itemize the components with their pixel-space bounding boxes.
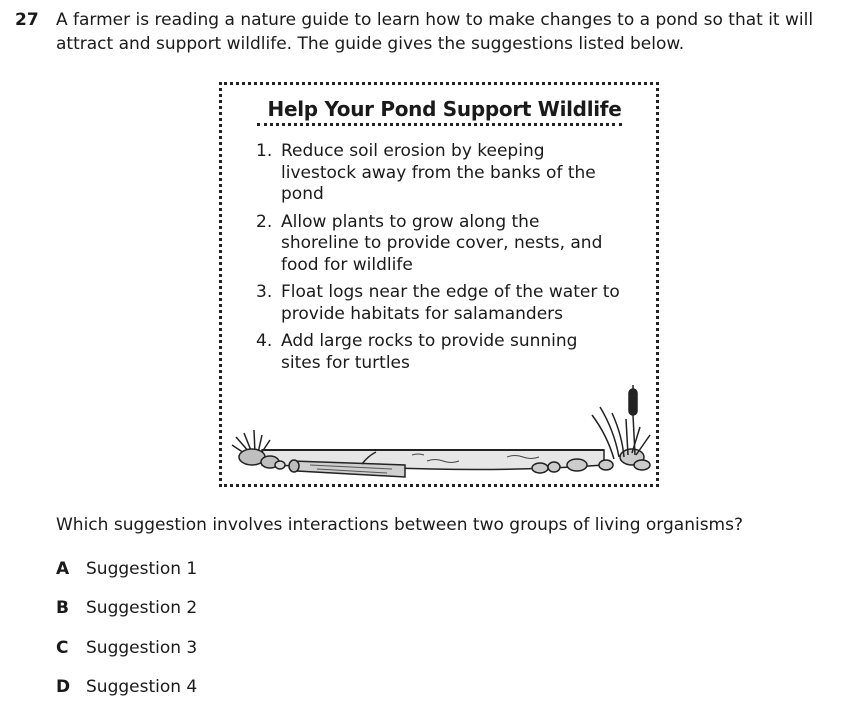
answer-option-a[interactable] [56,557,197,581]
suggestion-list [256,141,621,380]
suggestion-text: Add large rocks to provide sunning sites for turtles [281,331,578,373]
suggestion-number: 2. [256,211,273,232]
title-divider [257,123,622,126]
suggestion-number: 4. [256,331,273,351]
nature-guide-box [219,82,659,487]
option-letter: D [56,677,71,697]
suggestion-number: 1. [256,141,273,161]
suggestion-text: Float logs near the edge of the water to provide habitats for salamanders [281,282,620,324]
guide-title: Help Your Pond Support Wildlife [267,97,622,121]
answer-option-b[interactable] [56,596,197,620]
suggestion-item-2 [256,212,621,277]
suggestion-number: 3. [256,282,273,302]
option-text: Suggestion 2 [86,598,198,618]
suggestion-item-4 [256,331,621,374]
question-number: 27 [15,10,39,30]
option-letter: B [56,598,69,618]
suggestion-text: Reduce soil erosion by keeping livestock away from the banks of the pond [281,141,596,204]
question-prompt: Which suggestion involves interactions between two groups of living organisms? [56,515,743,535]
pond-illustration [222,385,656,484]
option-text: Suggestion 1 [86,559,198,579]
option-text: Suggestion 4 [86,677,198,697]
suggestion-item-1 [256,141,621,206]
answer-option-d[interactable] [56,675,197,699]
question-stem: A farmer is reading a nature guide to learn how to make changes to a pond so that it will attract and support wildlife. The guide gives the suggestions listed below. [56,10,814,54]
answer-option-c[interactable] [56,636,197,660]
suggestion-text: Allow plants to grow along the shoreline to provide cover, nests, and food for wildlife [281,211,603,275]
option-text: Suggestion 3 [86,638,198,658]
option-letter: C [56,638,69,658]
cattail [629,385,637,455]
suggestion-item-3 [256,282,621,325]
option-letter: A [56,559,70,579]
